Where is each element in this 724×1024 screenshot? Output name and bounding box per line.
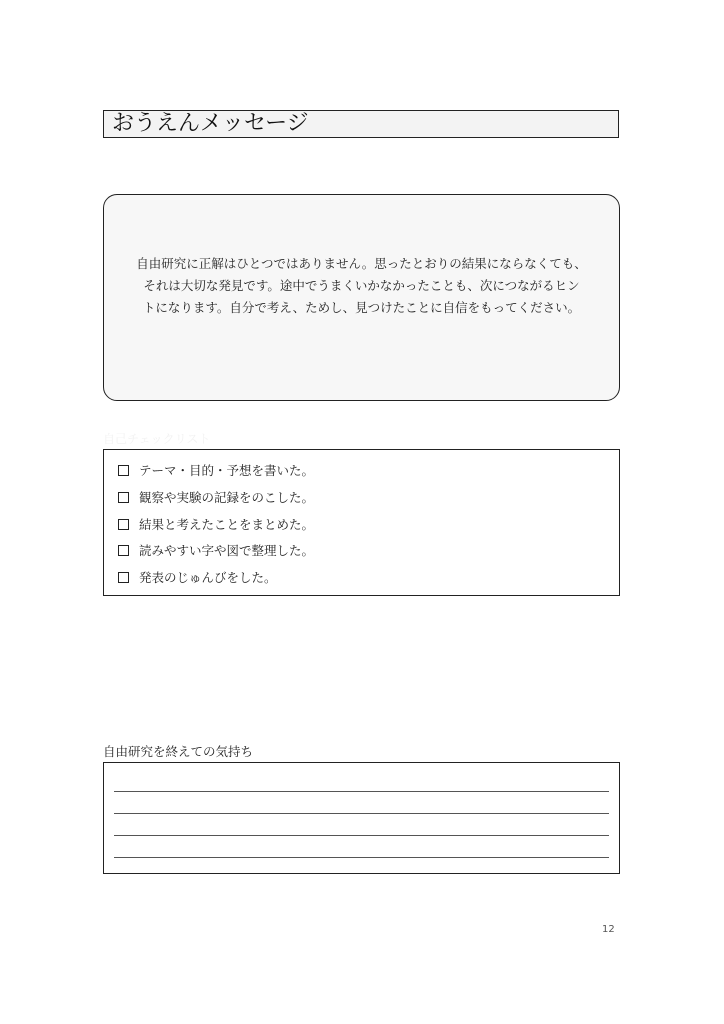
checklist-item[interactable] — [118, 487, 314, 507]
message-box — [103, 194, 620, 401]
checkbox[interactable] — [118, 519, 129, 530]
page-number: 12 — [602, 924, 615, 935]
checkbox[interactable] — [118, 572, 129, 583]
writing-line — [114, 813, 609, 814]
checklist-item-label: 観察や実験の記録をのこした。 — [139, 490, 315, 505]
checkbox[interactable] — [118, 465, 129, 476]
message-line: トになります。自分で考え、ためし、見つけたことに自信をもってください。 — [142, 300, 581, 315]
writing-line — [114, 857, 609, 858]
checklist-heading: 自己チェックリスト — [103, 432, 211, 446]
checklist-item-label: 読みやすい字や図で整理した。 — [139, 543, 315, 558]
checklist-box — [103, 449, 620, 596]
checkbox[interactable] — [118, 545, 129, 556]
checklist-item[interactable] — [118, 567, 277, 587]
checklist-item-label: 結果と考えたことをまとめた。 — [139, 517, 315, 532]
checklist-item-label: 発表のじゅんびをした。 — [139, 570, 277, 585]
feelings-label: 自由研究を終えての気持ち — [103, 744, 254, 759]
checklist-item[interactable] — [118, 514, 314, 534]
message-line: それは大切な発見です。途中でうまくいかなかったことも、次につながるヒン — [143, 278, 580, 293]
writing-line — [114, 835, 609, 836]
page-title: おうえんメッセージ — [103, 110, 619, 138]
writing-line — [114, 791, 609, 792]
checklist-item[interactable] — [118, 460, 314, 480]
checklist-item-label: テーマ・目的・予想を書いた。 — [139, 463, 315, 478]
message-line: 自由研究に正解はひとつではありません。思ったとおりの結果にならなくても、 — [136, 256, 587, 271]
checkbox[interactable] — [118, 492, 129, 503]
checklist-item[interactable] — [118, 540, 314, 560]
feelings-writing-area[interactable] — [103, 762, 620, 874]
message-text — [130, 253, 593, 319]
